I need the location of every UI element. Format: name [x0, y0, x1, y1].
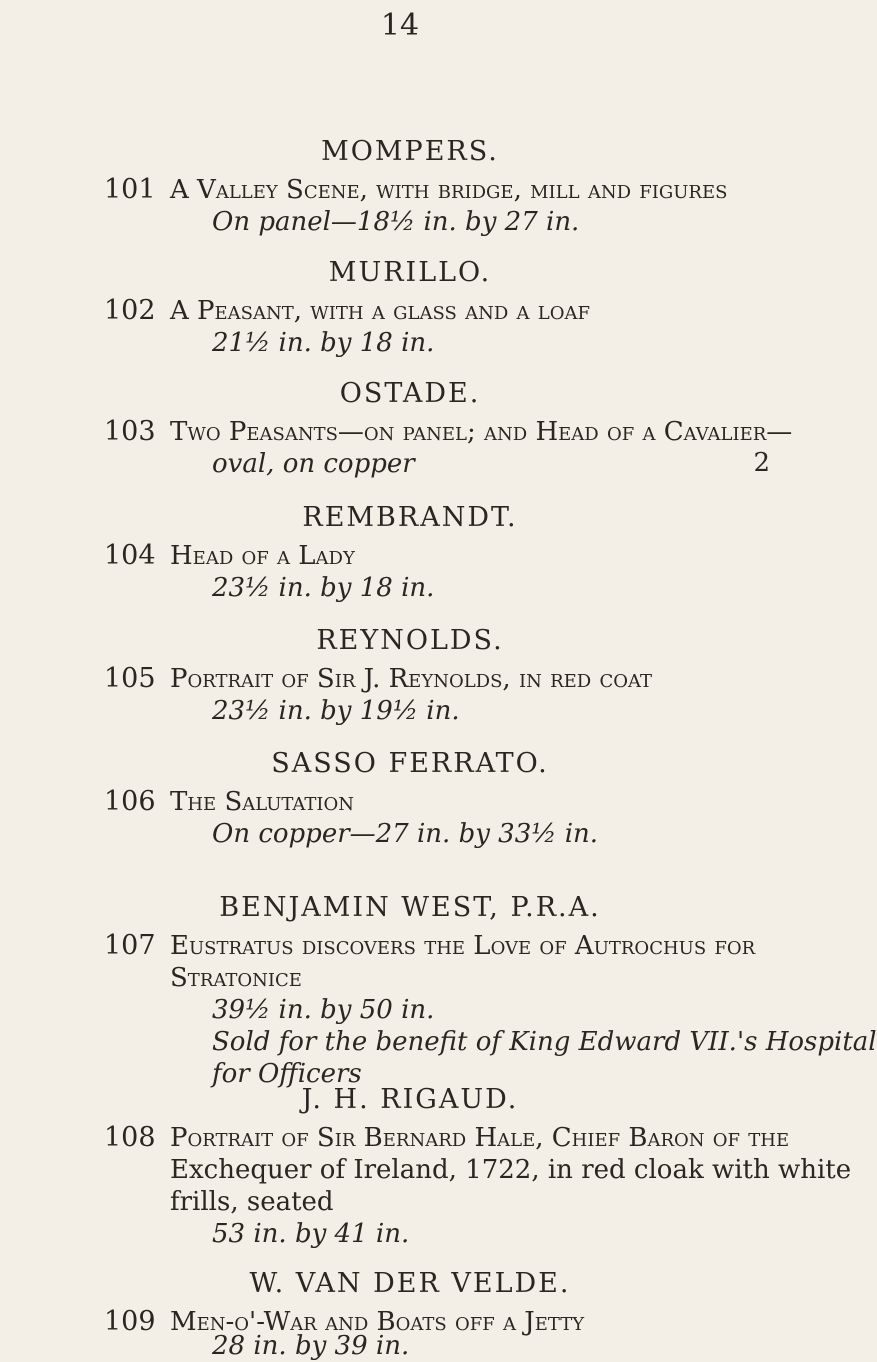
lot-dimensions: On panel—18½ in. by 27 in. [212, 207, 580, 237]
lot-title: A Peasant, with a glass and a loaf [170, 296, 590, 326]
lot-number: 103 [104, 416, 156, 447]
lot-title: Eustratus discovers the Love of Autrochus for [170, 931, 756, 961]
lot-note: Sold for the benefit of King Edward VII.'s Hospital [212, 1027, 877, 1057]
artist-heading: SASSO FERRATO. [271, 748, 549, 779]
lot-dimensions: 28 in. by 39 in. [212, 1331, 410, 1361]
lot-title: A Valley Scene, with bridge, mill and figures [170, 175, 728, 205]
artist-heading: OSTADE. [339, 378, 481, 409]
artist-heading: REMBRANDT. [302, 502, 518, 533]
lot-number: 109 [104, 1306, 156, 1337]
lot-title: Portrait of Sir Bernard Hale, Chief Baron of the [170, 1123, 790, 1153]
artist-heading: J. H. RIGAUD. [301, 1084, 519, 1115]
lot-title-continued: frills, seated [170, 1187, 334, 1217]
lot-dimensions: 21½ in. by 18 in. [212, 328, 435, 358]
lot-number: 104 [104, 540, 156, 571]
lot-count: 2 [753, 448, 770, 478]
artist-heading: REYNOLDS. [316, 625, 504, 656]
artist-heading: W. VAN DER VELDE. [249, 1268, 571, 1299]
lot-number: 108 [104, 1122, 156, 1153]
lot-title: The Salutation [170, 787, 355, 817]
artist-heading: BENJAMIN WEST, P.R.A. [219, 892, 601, 923]
lot-title: Head of a Lady [170, 541, 355, 571]
lot-number: 102 [104, 295, 156, 326]
artist-heading: MOMPERS. [321, 136, 499, 167]
lot-number: 107 [104, 930, 156, 961]
lot-dimensions: On copper—27 in. by 33½ in. [212, 819, 599, 849]
lot-number: 101 [104, 174, 156, 205]
lot-title-continued: Stratonice [170, 963, 302, 993]
lot-detail: oval, on copper [212, 449, 415, 479]
page-number: 14 [380, 8, 420, 43]
artist-heading: MURILLO. [328, 257, 492, 288]
lot-dimensions: 23½ in. by 19½ in. [212, 696, 460, 726]
lot-title: Men-o'-War and Boats off a Jetty [170, 1307, 585, 1337]
lot-title: Two Peasants—on panel; and Head of a Cavalier— [170, 417, 793, 447]
lot-dimensions: 23½ in. by 18 in. [212, 573, 435, 603]
lot-note-continued: for Officers [212, 1059, 362, 1089]
lot-dimensions: 39½ in. by 50 in. [212, 995, 435, 1025]
lot-title-continued: Exchequer of Ireland, 1722, in red cloak with white [170, 1155, 852, 1185]
lot-number: 106 [104, 786, 156, 817]
lot-dimensions: 53 in. by 41 in. [212, 1219, 410, 1249]
lot-title: Portrait of Sir J. Reynolds, in red coat [170, 664, 653, 694]
lot-number: 105 [104, 663, 156, 694]
